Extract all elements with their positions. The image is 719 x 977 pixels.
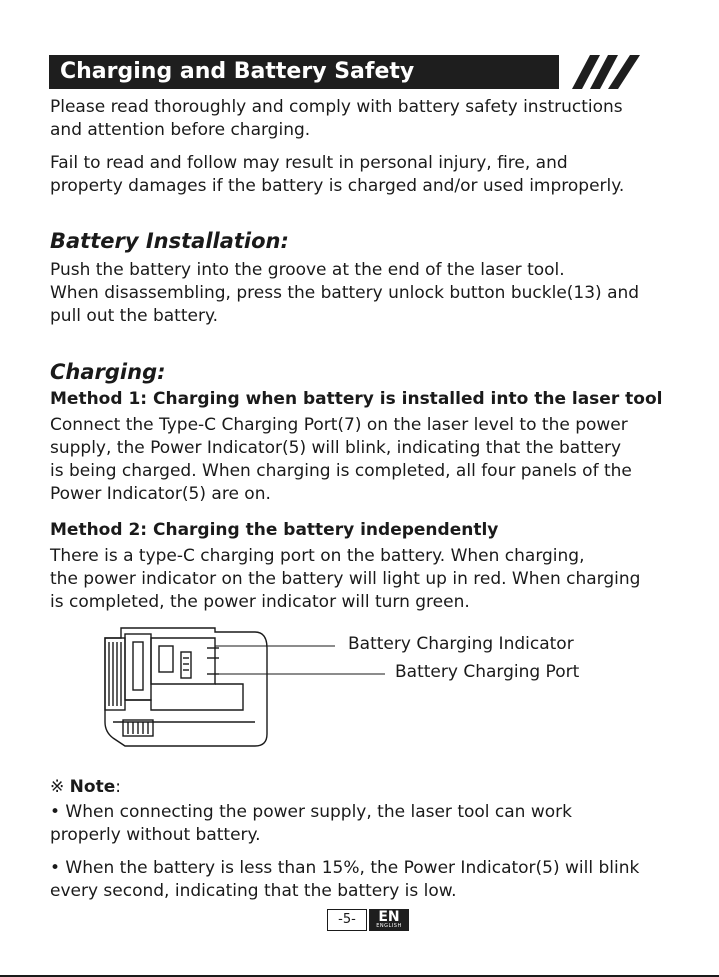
charging-heading: Charging: [50, 360, 166, 384]
note-item-2-line-1: • When the battery is less than 15%, the Power Indicator(5) will blink [50, 858, 640, 878]
installation-heading: Battery Installation: [50, 229, 289, 253]
note-item-1-line-2: properly without battery. [50, 825, 261, 845]
note-heading [50, 776, 121, 799]
language-name: ENGLISH [376, 923, 402, 929]
note-symbol: ※ [50, 777, 65, 797]
installation-line-2: When disassembling, press the battery unlock button buckle(13) and [50, 283, 640, 303]
page-title: Charging and Battery Safety [60, 59, 415, 84]
method2-line-2: the power indicator on the battery will light up in red. When charging [50, 569, 641, 589]
installation-line-3: pull out the battery. [50, 306, 218, 326]
page-number: -5- [327, 909, 367, 931]
installation-line-1: Push the battery into the groove at the end of the laser tool. [50, 260, 565, 280]
method1-title: Method 1: Charging when battery is installed into the laser tool [50, 389, 663, 409]
method1-line-4: Power Indicator(5) are on. [50, 484, 271, 504]
method2-line-1: There is a type-C charging port on the battery. When charging, [50, 546, 585, 566]
method1-line-3: is being charged. When charging is completed, all four panels of the [50, 461, 632, 481]
callout-charging-port: Battery Charging Port [395, 662, 580, 682]
method1-line-1: Connect the Type-C Charging Port(7) on the laser level to the power [50, 415, 628, 435]
intro-line-1: Please read thoroughly and comply with battery safety instructions [50, 97, 623, 117]
method2-title: Method 2: Charging the battery independently [50, 520, 499, 540]
note-item-2-line-2: every second, indicating that the battery is low. [50, 881, 457, 901]
language-code: EN [378, 909, 400, 925]
method2-line-3: is completed, the power indicator will turn green. [50, 592, 470, 612]
callout-charging-indicator: Battery Charging Indicator [348, 634, 574, 654]
battery-illustration [95, 622, 385, 752]
intro-line-4: property damages if the battery is charged and/or used improperly. [50, 176, 625, 196]
intro-line-2: and attention before charging. [50, 120, 311, 140]
note-label: Note [69, 777, 116, 797]
method1-line-2: supply, the Power Indicator(5) will blink, indicating that the battery [50, 438, 622, 458]
intro-line-3: Fail to read and follow may result in personal injury, fire, and [50, 153, 568, 173]
header-stripes [560, 55, 645, 89]
note-item-1-line-1: • When connecting the power supply, the laser tool can work [50, 802, 572, 822]
note-colon: : [115, 777, 121, 797]
language-badge [369, 909, 409, 931]
